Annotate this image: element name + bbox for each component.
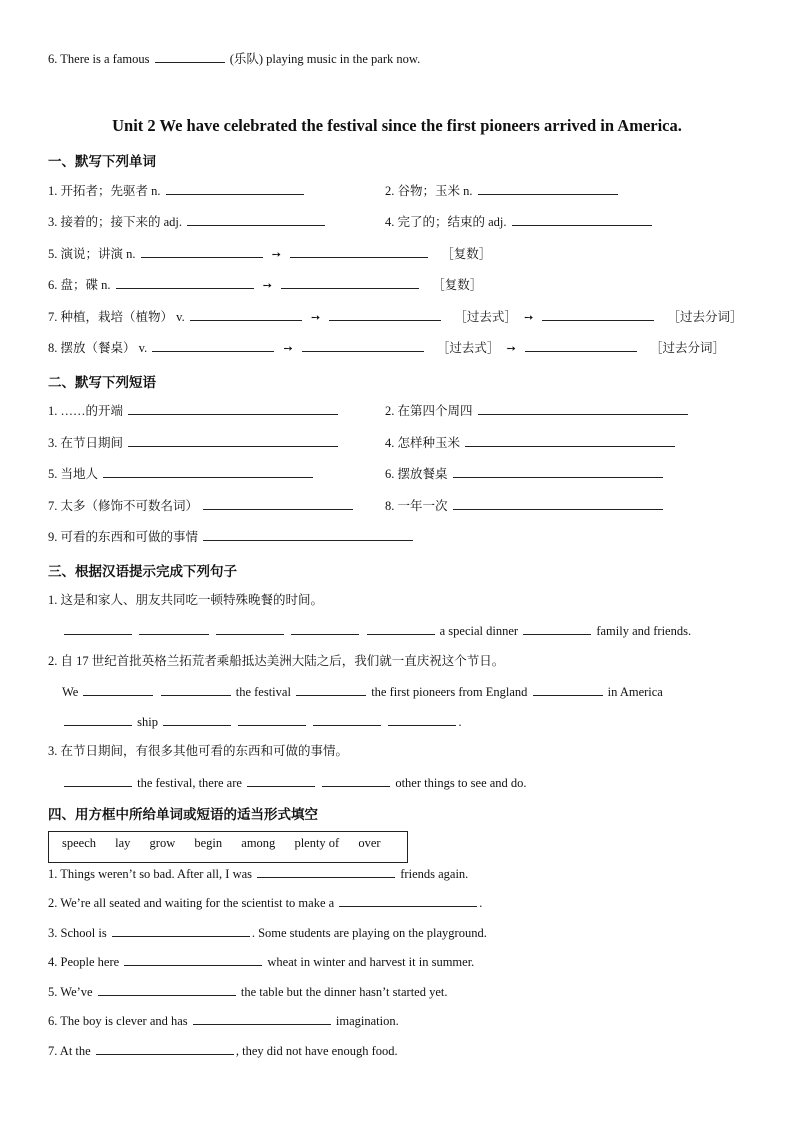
answer-blank[interactable] [291,622,359,635]
answer-blank[interactable] [116,276,254,289]
unit-title: Unit 2 We have celebrated the festival since the first pioneers arrived in America. [112,116,682,135]
answer-blank[interactable] [152,339,274,352]
answer-blank[interactable] [193,1012,331,1025]
answer-blank[interactable] [453,497,663,510]
fill-item [48,894,482,911]
item-prompt: 3. 在节日期间 [48,436,124,450]
answer-blank[interactable] [367,622,435,635]
answer-blank[interactable] [103,465,313,478]
sentence-text: ship [137,715,158,729]
answer-blank[interactable] [161,683,231,696]
form-tag: ［过去式］ [436,341,500,355]
word-box-item: lay [115,836,131,850]
answer-blank[interactable] [329,308,441,321]
item-prompt: 3. 接着的；接下来的 adj. [48,215,183,229]
answer-blank[interactable] [453,465,663,478]
phrase-item [48,402,340,419]
arrow-icon: ➙ [271,248,281,261]
answer-blank[interactable] [124,953,262,966]
answer-blank[interactable] [112,924,250,937]
phrase-item [48,497,355,514]
phrase-item [385,434,677,451]
answer-blank[interactable] [128,402,338,415]
form-tag: ［过去式］ [454,310,517,324]
word-box-item: speech [62,836,97,850]
answer-blank[interactable] [190,308,302,321]
answer-blank[interactable] [296,683,366,696]
word-item [385,213,654,230]
item-prompt: 4. 完了的；结束的 adj. [385,215,507,229]
answer-blank[interactable] [83,683,153,696]
sentence-text: the festival, there are [137,776,242,790]
word-box-item: begin [194,836,223,850]
arrow-icon: ➙ [310,311,321,324]
answer-blank[interactable] [257,865,395,878]
answer-blank[interactable] [465,434,675,447]
word-item [48,276,482,294]
fill-item [48,924,487,941]
arrow-icon: ➙ [262,279,272,292]
sentence-text: the table but the dinner hasn’t started yet. [240,985,448,999]
phrase-item [48,434,340,451]
sentence-line [62,622,691,639]
answer-blank[interactable] [98,983,236,996]
phrase-item [385,402,690,419]
sentence-text: . Some students are playing on the playground. [251,926,487,940]
word-box-item: over [358,836,381,850]
answer-blank[interactable] [139,622,209,635]
answer-blank[interactable] [96,1042,234,1055]
sentence-text: friends again. [400,867,469,881]
sentence-text: 4. People here [48,955,120,969]
sentence-text: . [479,896,483,910]
item-prompt: 1. 开拓者；先驱者 n. [48,184,161,198]
sentence-text: the first pioneers from England [371,685,528,699]
fill-item [48,1012,399,1029]
item-prompt: 1. ……的开端 [48,404,124,418]
answer-blank[interactable] [512,213,652,226]
answer-blank[interactable] [187,213,325,226]
phrase-item [48,465,315,482]
form-tag: ［过去分词］ [667,310,743,324]
sentence-text: 5. We’ve [48,985,93,999]
answer-blank[interactable] [478,182,618,195]
answer-blank[interactable] [290,245,428,258]
answer-blank[interactable] [247,774,315,787]
sentence-text: 3. School is [48,926,107,940]
word-item [48,182,306,199]
answer-blank[interactable] [388,713,456,726]
sentence-line: ship . [62,713,462,730]
item-prompt: 2. 在第四个周四 [385,404,473,418]
answer-blank[interactable] [141,245,263,258]
word-item [48,245,491,263]
answer-blank[interactable] [281,276,419,289]
sentence-line [62,774,527,791]
top-sentence [48,50,420,67]
section-heading-1: 一、默写下列单词 [48,154,156,170]
item-prompt: 8. 摆放（餐桌） v. [48,341,148,355]
answer-blank[interactable] [64,713,132,726]
section-heading-3: 三、根据汉语提示完成下列句子 [48,564,237,580]
section-heading-4: 四、用方框中所给单词或短语的适当形式填空 [48,807,318,823]
phrase-item [48,528,415,545]
word-box-item: plenty of [294,836,340,850]
sentence-line [62,683,663,700]
sentence-text: imagination. [335,1014,399,1028]
answer-blank[interactable] [128,434,338,447]
form-tag: ［复数］ [432,278,483,292]
sentence-text: 1. Things weren’t so bad. After all, I was [48,867,253,881]
answer-blank[interactable] [525,339,637,352]
sentence-text: 2. We’re all seated and waiting for the scientist to make a [48,896,335,910]
sentence-text: (乐队) playing music in the park now. [229,52,421,66]
item-prompt: 7. 太多（修饰不可数名词） [48,499,199,513]
answer-blank[interactable] [339,894,477,907]
phrase-item [385,497,665,514]
answer-blank[interactable] [523,622,591,635]
answer-blank[interactable] [203,528,413,541]
sentence-text: , they did not have enough food. [235,1044,398,1058]
fill-item [48,865,468,882]
sentence-text: 6. There is a famous [48,52,150,66]
sentence-text: the festival [235,685,291,699]
sentence-text: 7. At the [48,1044,91,1058]
word-item [385,182,620,199]
fill-item [48,953,474,970]
sentence-text: in America [607,685,663,699]
arrow-icon: ➙ [506,342,516,355]
answer-blank[interactable] [166,182,304,195]
answer-blank[interactable] [216,622,284,635]
sentence-text: family and friends. [596,624,692,638]
sentence-text: 6. The boy is clever and has [48,1014,188,1028]
form-tag: ［复数］ [441,247,492,261]
sentence-text: a special dinner [439,624,519,638]
answer-blank[interactable] [533,683,603,696]
sentence-text: other things to see and do. [395,776,527,790]
item-prompt: 7. 种植，栽培（植物） v. [48,310,185,324]
answer-blank[interactable] [203,497,353,510]
arrow-icon: ➙ [524,311,534,324]
answer-blank[interactable] [313,713,381,726]
word-item [48,339,725,357]
answer-blank[interactable] [542,308,654,321]
answer-blank[interactable] [302,339,424,352]
item-prompt: 6. 盘；碟 n. [48,278,111,292]
fill-item [48,983,448,1000]
section-heading-2: 二、默写下列短语 [48,375,156,391]
item-prompt: 9. 可看的东西和可做的事情 [48,530,199,544]
cn-prompt: 1. 这是和家人、朋友共同吃一顿特殊晚餐的时间。 [48,593,324,607]
word-box-item: among [241,836,276,850]
word-item [48,213,327,230]
answer-blank[interactable] [163,713,231,726]
item-prompt: 5. 演说；讲演 n. [48,247,136,261]
answer-blank[interactable] [155,50,225,63]
answer-blank[interactable] [238,713,306,726]
sentence-text: wheat in winter and harvest it in summer. [267,955,475,969]
cn-prompt: 3. 在节日期间，有很多其他可看的东西和可做的事情。 [48,744,349,758]
item-prompt: 8. 一年一次 [385,499,448,513]
item-prompt: 4. 怎样种玉米 [385,436,461,450]
phrase-item [385,465,665,482]
word-box-item: grow [149,836,176,850]
form-tag: ［过去分词］ [650,341,726,355]
answer-blank[interactable] [64,622,132,635]
item-prompt: 5. 当地人 [48,467,99,481]
word-box-list [62,836,397,851]
fill-item [48,1042,398,1059]
item-prompt: 2. 谷物；玉米 n. [385,184,473,198]
word-item [48,308,743,326]
answer-blank[interactable] [322,774,390,787]
item-prompt: 6. 摆放餐桌 [385,467,448,481]
arrow-icon: ➙ [283,342,293,355]
sentence-text: We [62,685,79,699]
answer-blank[interactable] [64,774,132,787]
cn-prompt: 2. 自 17 世纪首批英格兰拓荒者乘船抵达美洲大陆之后，我们就一直庆祝这个节日。 [48,654,505,668]
answer-blank[interactable] [478,402,688,415]
